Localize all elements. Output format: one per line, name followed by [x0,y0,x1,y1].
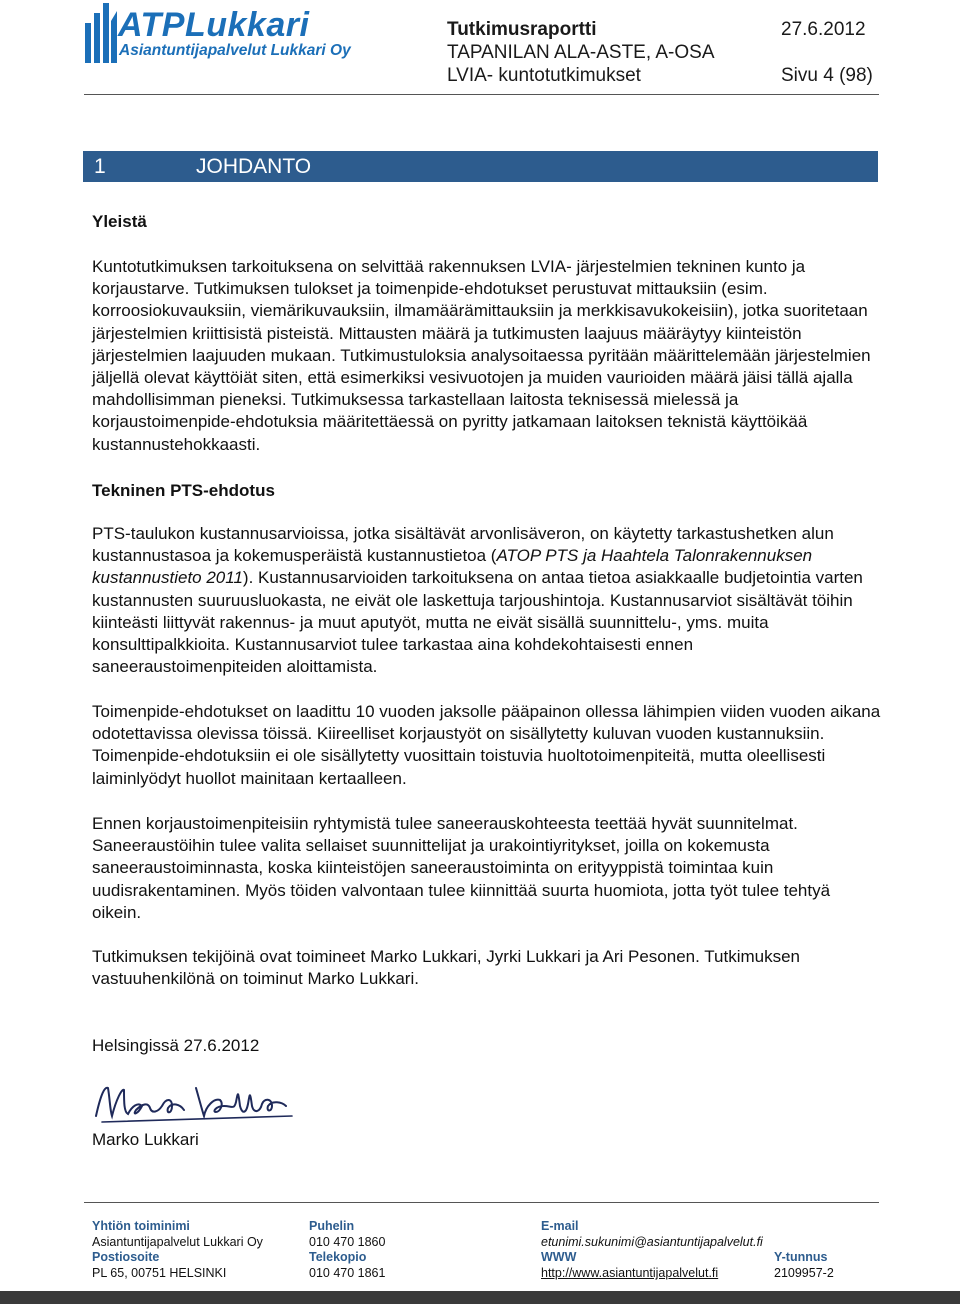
pts-paragraph-2: Toimenpide-ehdotukset on laadittu 10 vuoden jaksolle pääpainon ollessa lähimpien viiden vuoden aikana odotettavissa olevissa töissä. Kiireelliset korjaustyöt on sisällytetty kuluvan vuoden kustannuksiin. Toimenpide-ehdotuksiin ei ole sisällytetty vuosittain toistuvia huoltotoimenpiteitä, mutta oleellisesti laiminlyödyt huollot mainitaan kertaalleen. [92,702,881,788]
footer-fax-label: Telekopio [309,1250,367,1264]
footer-divider [84,1202,879,1203]
logo-wordmark: ATPLukkari [118,6,310,44]
footer-www-label: WWW [541,1250,577,1264]
section-title: JOHDANTO [196,155,312,178]
footer-company-label: Yhtiön toiminimi [92,1219,190,1233]
footer-ytunnus: 2109957-2 [774,1266,834,1280]
report-subtitle: LVIA- kuntotutkimukset [447,65,641,86]
report-date: 27.6.2012 [781,19,866,40]
general-paragraph-block [92,256,882,456]
footer-band [0,1291,960,1304]
site-name: TAPANILAN ALA-ASTE, A-OSA [447,42,715,63]
section-heading-bar [83,151,878,182]
header-divider [84,94,879,95]
section-number: 1 [94,155,106,178]
footer-website-link[interactable]: http://www.asiantuntijapalvelut.fi [541,1266,719,1280]
pts-paragraph-4: Tutkimuksen tekijöinä ovat toimineet Marko Lukkari, Jyrki Lukkari ja Ari Pesonen. Tutkimuksen vastuuhenkilönä on toiminut Marko Lukkari. [92,947,800,989]
general-heading: Yleistä [92,212,147,231]
pts-p1-text-b: ). Kustannusarvioiden tarkoituksena on antaa tietoa asiakkaalle budjetointia varten kustannusten suuruusluokasta, ne eivät ole laskettuja tarjoushintoja. Kustannusarviot sisältävät töihin kiinteästi liittyvät rakennus- ja muut aputyöt, mutta ne eivät sisällä suunnittelu-, yms. muita konsulttipalkkioita. Kustannusarviot tulee tarkastaa aina kohdekohtaisesti ennen saneeraustoimenpiteiden aloittamista. [92,568,863,677]
place-date: Helsingissä 27.6.2012 [92,1036,260,1055]
footer-company: Asiantuntijapalvelut Lukkari Oy [92,1235,263,1249]
pts-paragraph-2-block [92,701,882,790]
page-number: Sivu 4 (98) [781,65,873,86]
footer-email-label: E-mail [541,1219,579,1233]
pts-heading: Tekninen PTS-ehdotus [92,481,275,500]
pts-p1-source: ATOP PTS ja Haahtela Talonrakennuksen kustannustieto 2011 [92,546,813,588]
footer-phone: 010 470 1860 [309,1235,386,1249]
pts-paragraph-1 [92,523,882,678]
footer-phone-label: Puhelin [309,1219,355,1233]
signer-name: Marko Lukkari [92,1130,199,1149]
pts-paragraph-1-block [92,523,882,678]
pts-p1-text-a: PTS-taulukon kustannusarvioissa, jotka sisältävät arvonlisäveron, on käytetty tarkastushetken alun kustannustasoa ja kokemusperäistä kustannustietoa ( [92,524,834,566]
footer-postal: PL 65, 00751 HELSINKI [92,1266,227,1280]
pts-paragraph-3: Ennen korjaustoimenpiteisiin ryhtymistä tulee saneerauskohteesta teettää hyvät suunnitelmat. Saneeraustöihin tulee valita sellaiset suunnittelijat ja urakointiyritykset, joilla on kokemusta saneeraustoiminnasta, koska kiinteistöjen saneeraustoiminta on erityyppistä toimintaa kuin uudisrakentaminen. Myös töiden valvontaan tulee kiinnittää suurta huomiota, jotta työt tulee tehtyä oikein. [92,814,831,922]
report-title: Tutkimusraportti [447,19,597,40]
footer-email[interactable]: etunimi.sukunimi@asiantuntijapalvelut.fi [541,1235,763,1249]
handwritten-signature [92,1076,302,1130]
footer-fax: 010 470 1861 [309,1266,386,1280]
pts-paragraph-4-block [92,946,882,990]
footer-postal-label: Postiosoite [92,1250,160,1264]
logo-tagline: Asiantuntijapalvelut Lukkari Oy [119,42,351,59]
logo-mark-icon [84,3,118,65]
pts-paragraph-3-block [92,813,882,924]
footer-ytunnus-label: Y-tunnus [774,1250,828,1264]
general-paragraph: Kuntotutkimuksen tarkoituksena on selvittää rakennuksen LVIA- järjestelmien tekninen kunto ja korjaustarve. Tutkimuksen tulokset ja toimenpide-ehdotukset perustuvat mittauksiin (esim. korroosiokuvauksiin, viemärikuvauksiin, ilmamäärämittauksiin ja merkkisavukokeisiin), jotka suoritetaan järjestelmien kriittisistä pisteistä. Mittausten määrä ja tutkimusten laajuus määräytyy kiinteistön järjestelmien laajuuden mukaan. Tutkimustuloksia analysoitaessa pyritään määrittelemään järjestelmien jäljellä olevat käyttöiät siten, että esimerkiksi vesivuotojen ja muiden vaurioiden määrä jäisi tällä ajalla mahdollisimman pieneksi. Tutkimuksessa tarkastellaan laitosta teknisessä mielessä ja korjaustoimenpide-ehdotuksia määritettäessä on pyritty jatkamaan laitoksen teknistä käyttöikää kustannustehokkaasti. [92,257,871,454]
